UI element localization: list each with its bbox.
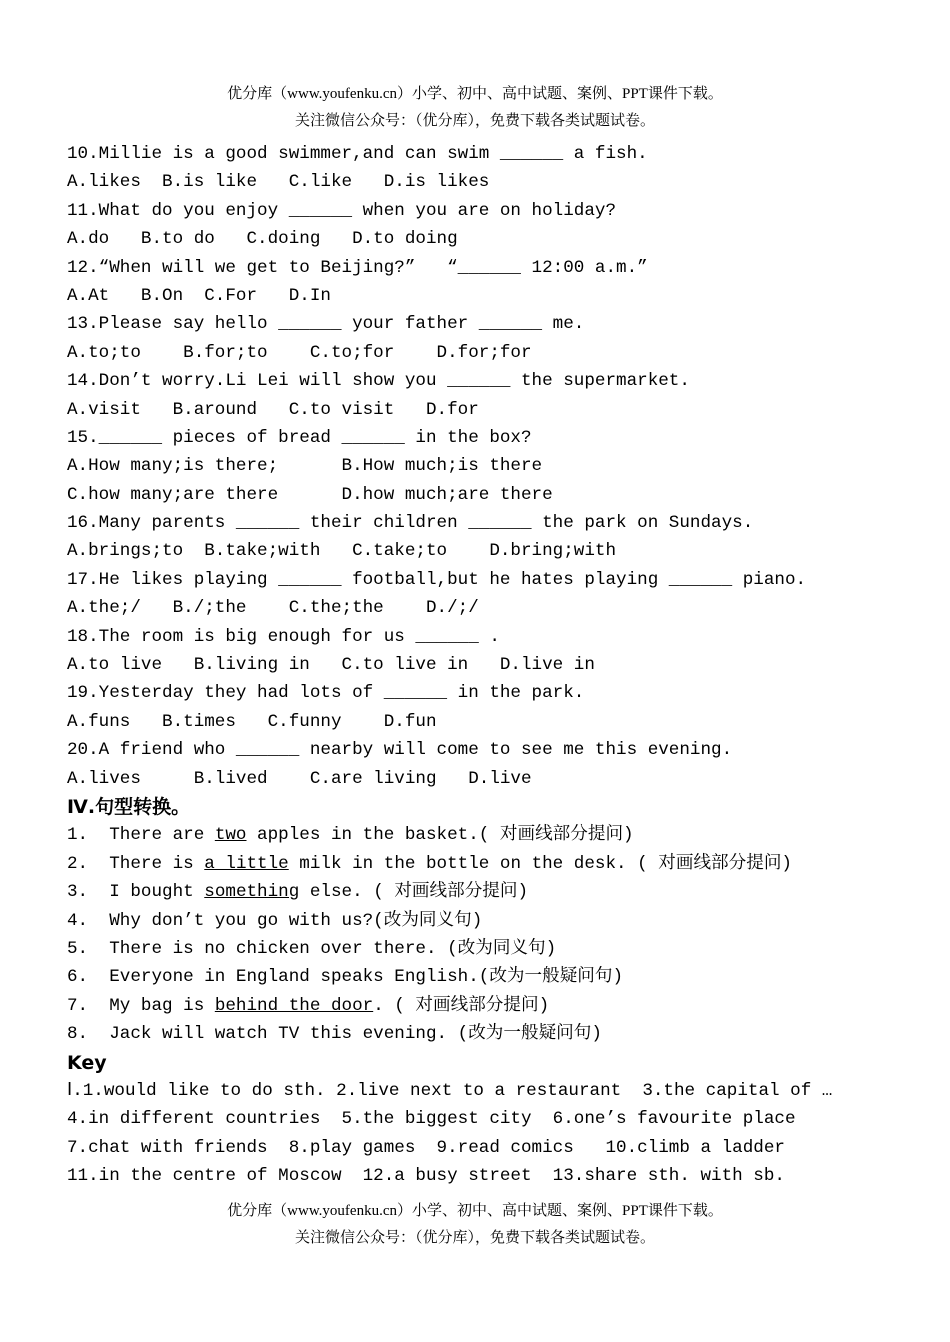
question-15-options-2: C.how many;are there D.how much;are there [67, 484, 553, 505]
item-text: 1. There are [67, 825, 215, 846]
section-4-title: Ⅳ.句型转换。 [67, 795, 191, 818]
key-line-2: 4.in different countries 5.the biggest city 6.one’s favourite place [67, 1109, 796, 1130]
document-body [67, 140, 907, 1190]
question-14: 14.Don’t worry.Li Lei will show you ______ the supermarket. [67, 371, 690, 392]
transform-item-6: 6. Everyone in England speaks English.(改为一般疑问句) [67, 967, 624, 988]
question-10: 10.Millie is a good swimmer,and can swim ______ a fish. [67, 144, 648, 164]
question-11: 11.What do you enjoy ______ when you are on holiday? [67, 200, 617, 221]
question-10-options: A.likes B.is like C.like D.is likes [67, 172, 490, 193]
question-14-options: A.visit B.around C.to visit D.for [67, 399, 479, 420]
transform-item-1 [67, 821, 907, 849]
item-text: 3. I bought [67, 882, 205, 903]
header-line-2: 关注微信公众号：（优分库），免费下载各类试题试卷。 [294, 113, 655, 129]
transform-item-7 [67, 992, 907, 1020]
key-line-4: 11.in the centre of Moscow 12.a busy street 13.share sth. with sb. [67, 1166, 785, 1187]
transform-item-4: 4. Why don’t you go with us?(改为同义句) [67, 910, 483, 931]
item-text: else. ( 对画线部分提问) [299, 882, 529, 903]
question-13-options: A.to;to B.for;to C.to;for D.for;for [67, 342, 532, 363]
question-15-options: A.How many;is there; B.How much;is there [67, 456, 543, 477]
key-line-1: Ⅰ.1.would like to do sth. 2.live next to a restaurant 3.the capital of … [67, 1080, 833, 1101]
question-15: 15.______ pieces of bread ______ in the box? [67, 427, 532, 448]
transform-item-5: 5. There is no chicken over there. (改为同义句) [67, 938, 557, 959]
question-17: 17.He likes playing ______ football,but he hates playing ______ piano. [67, 569, 807, 590]
question-20-options: A.lives B.lived C.are living D.live [67, 768, 532, 789]
underlined-part: behind the door [214, 995, 374, 1016]
question-18: 18.The room is big enough for us ______ . [67, 626, 500, 647]
item-text: apples in the basket.( 对画线部分提问) [246, 825, 634, 846]
question-18-options: A.to live B.living in C.to live in D.live in [67, 655, 595, 676]
question-20: 20.A friend who ______ nearby will come to see me this evening. [67, 740, 733, 761]
transform-item-8: 8. Jack will watch TV this evening. (改为一般疑问句) [67, 1024, 602, 1045]
question-13: 13.Please say hello ______ your father ______ me. [67, 314, 585, 335]
footer-line-1: 优分库（www.youfenku.cn）小学、初中、高中试题、案例、PPT课件下载。 [227, 1203, 723, 1219]
header-line-1: 优分库（www.youfenku.cn）小学、初中、高中试题、案例、PPT课件下载。 [227, 86, 723, 102]
footer-line-2: 关注微信公众号：（优分库），免费下载各类试题试卷。 [294, 1230, 655, 1246]
question-17-options: A.the;/ B./;the C.the;the D./;/ [67, 598, 479, 619]
question-11-options: A.do B.to do C.doing D.to doing [67, 229, 458, 250]
page-footer [0, 1198, 950, 1252]
item-text: . ( 对画线部分提问) [373, 995, 550, 1016]
transform-item-3 [67, 878, 907, 906]
question-19: 19.Yesterday they had lots of ______ in the park. [67, 683, 585, 704]
key-line-3: 7.chat with friends 8.play games 9.read comics 10.climb a ladder [67, 1137, 785, 1158]
key-title: Key [67, 1051, 107, 1074]
question-12-options: A.At B.On C.For D.In [67, 285, 331, 306]
underlined-part: a little [204, 853, 289, 874]
question-19-options: A.funs B.times C.funny D.fun [67, 711, 437, 732]
question-16: 16.Many parents ______ their children ______ the park on Sundays. [67, 513, 754, 534]
item-text: 2. There is [67, 853, 205, 874]
item-text: 7. My bag is [67, 995, 215, 1016]
page-header [0, 81, 950, 135]
underlined-part: two [214, 825, 247, 846]
item-text: milk in the bottle on the desk. ( 对画线部分提问) [288, 853, 792, 874]
underlined-part: something [204, 882, 300, 903]
question-16-options: A.brings;to B.take;with C.take;to D.bring;with [67, 541, 617, 562]
transform-item-2 [67, 850, 907, 878]
question-12: 12.“When will we get to Beijing?” “______ 12:00 a.m.” [67, 257, 648, 278]
